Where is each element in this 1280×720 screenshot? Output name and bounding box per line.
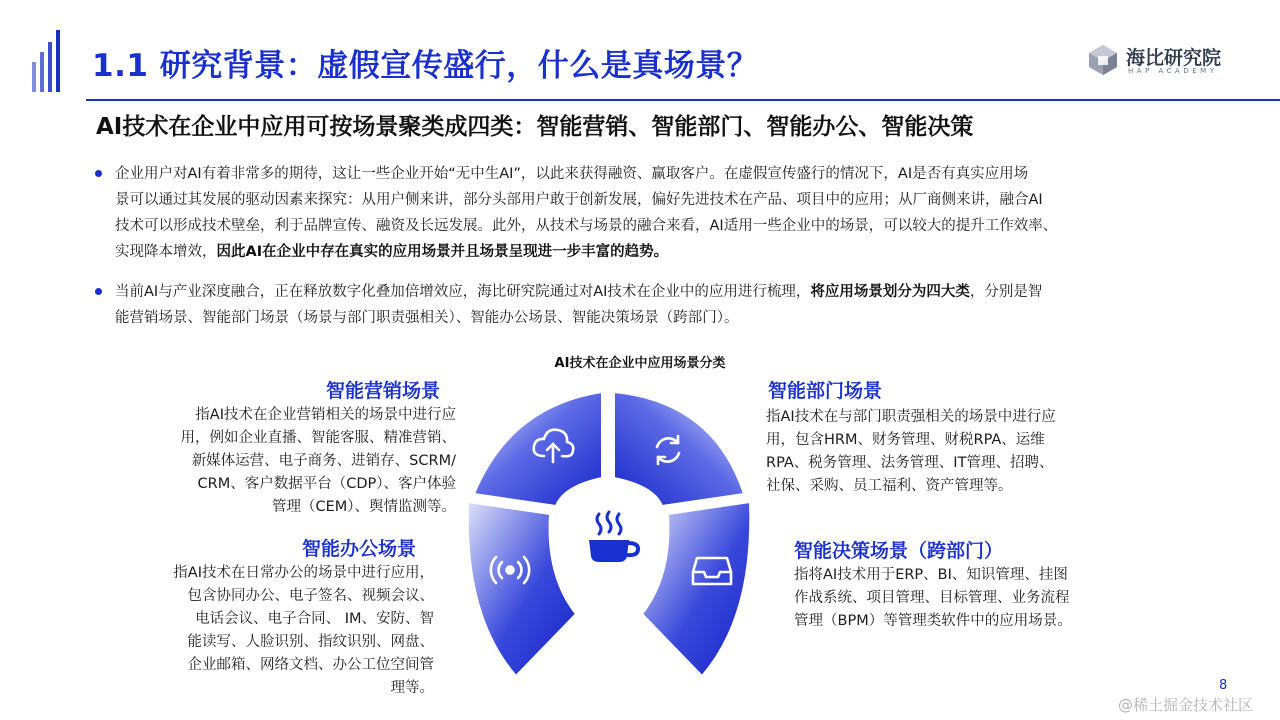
segment-marketing: [474, 392, 602, 506]
description-line: 电话会议、电子合同、 IM、安防、智: [195, 611, 434, 627]
page-title: 1.1 研究背景：虚假宣传盛行，什么是真场景？: [92, 48, 759, 84]
description-line: 新媒体运营、电子商务、进销存、SCRM/: [191, 453, 456, 469]
page-subtitle: AI技术在企业中应用可按场景聚类成四类：智能营销、智能部门、智能办公、智能决策: [96, 114, 974, 140]
paragraph-text: 实现降本增效，: [115, 244, 217, 260]
decision-scenario-title: 智能决策场景（跨部门）: [794, 540, 1004, 562]
bullet-dot: [95, 288, 102, 295]
title-divider: [86, 99, 1280, 101]
paragraph-line: 能营销场景、智能部门场景（场景与部门职责强相关）、智能办公场景、智能决策场景（跨部门）。: [115, 310, 739, 326]
bullet-dot: [95, 170, 102, 177]
watermark: @稀土掘金技术社区: [1118, 696, 1254, 714]
description-line: 作战系统、项目管理、目标管理、业务流程: [794, 590, 1070, 606]
decision-scenario-description: [794, 564, 1072, 633]
paragraph-line: 景可以通过其发展的驱动因素来探究：从用户侧来讲，部分头部用户敢于创新发展，偏好先进技术在产品、项目中的应用；从厂商侧来讲，融合AI: [115, 192, 1043, 208]
paragraph-line: 技术可以形成技术壁垒，利于品牌宣传、融资及长远发展。此外，从技术与场景的融合来看，AI适用一些企业中的场景，可以较大的提升工作效率、: [115, 218, 1058, 234]
segment-decision: [642, 502, 750, 676]
department-scenario-title: 智能部门场景: [768, 380, 883, 402]
description-line: 指AI技术在日常办公的场景中进行应用，: [173, 565, 434, 581]
description-line: 指AI技术在企业营销相关的场景中进行应: [195, 407, 456, 423]
paragraph-line: [115, 280, 1042, 304]
marketing-scenario-title: 智能营销场景: [326, 380, 441, 402]
department-scenario-description: [766, 406, 1056, 498]
diagram-title: AI技术在企业中应用场景分类: [554, 356, 726, 371]
paragraph-line: [115, 240, 668, 264]
description-line: 管理（CEM）、舆情监测等。: [271, 499, 456, 515]
paragraph-text: ，分别是智: [969, 284, 1043, 300]
description-line: 用，例如企业直播、智能客服、精准营销、: [180, 430, 456, 446]
description-line: 社保、采购、员工福利、资产管理等。: [766, 478, 1013, 494]
coffee-cup-icon: [583, 508, 643, 568]
paragraph-bold-text: 因此AI在企业中存在真实的应用场景并且场景呈现进一步丰富的趋势。: [216, 244, 669, 260]
header-accent-bar: [56, 30, 60, 92]
paragraph-text: 当前AI与产业深度融合，正在释放数字化叠加倍增效应，海比研究院通过对AI技术在企业中的应用进行梳理，: [115, 284, 811, 300]
description-line: 指将AI技术用于ERP、BI、知识管理、挂图: [794, 567, 1068, 583]
description-line: 包含协同办公、电子签名、视频会议、: [187, 588, 434, 604]
logo-subtitle: HAP ACADEMY: [1128, 67, 1218, 75]
cube-logo-icon: [1086, 43, 1120, 77]
segment-office: [468, 502, 576, 676]
header-accent-bar: [32, 62, 36, 92]
description-line: 能读写、人脸识别、指纹识别、网盘、: [187, 634, 434, 650]
description-line: 管理（BPM）等管理类软件中的应用场景。: [794, 613, 1072, 629]
office-scenario-description: [173, 562, 434, 700]
description-line: 理等。: [390, 680, 434, 696]
description-line: 用，包含HRM、财务管理、财税RPA、运维: [766, 432, 1045, 448]
header-accent-bar: [48, 42, 52, 92]
segment-department: [614, 392, 744, 506]
logo-name: 海比研究院: [1126, 47, 1222, 69]
description-line: CRM、客户数据平台（CDP）、客户体验: [197, 476, 456, 492]
marketing-scenario-description: [181, 404, 457, 519]
header-accent-bar: [40, 52, 44, 92]
description-line: RPA、税务管理、法务管理、IT管理、招聘、: [766, 455, 1054, 471]
office-scenario-title: 智能办公场景: [302, 538, 417, 560]
description-line: 企业邮箱、网络文档、办公工位空间管: [187, 657, 434, 673]
page-number: 8: [1219, 678, 1228, 693]
description-line: 指AI技术在与部门职责强相关的场景中进行应: [766, 409, 1056, 425]
paragraph-bold-text: 将应用场景划分为四大类: [810, 284, 970, 300]
paragraph-line: 企业用户对AI有着非常多的期待，这让一些企业开始“无中生AI”，以此来获得融资、赢取客户。在虚假宣传盛行的情况下，AI是否有真实应用场: [115, 166, 1029, 182]
brand-logo: [1086, 43, 1236, 79]
